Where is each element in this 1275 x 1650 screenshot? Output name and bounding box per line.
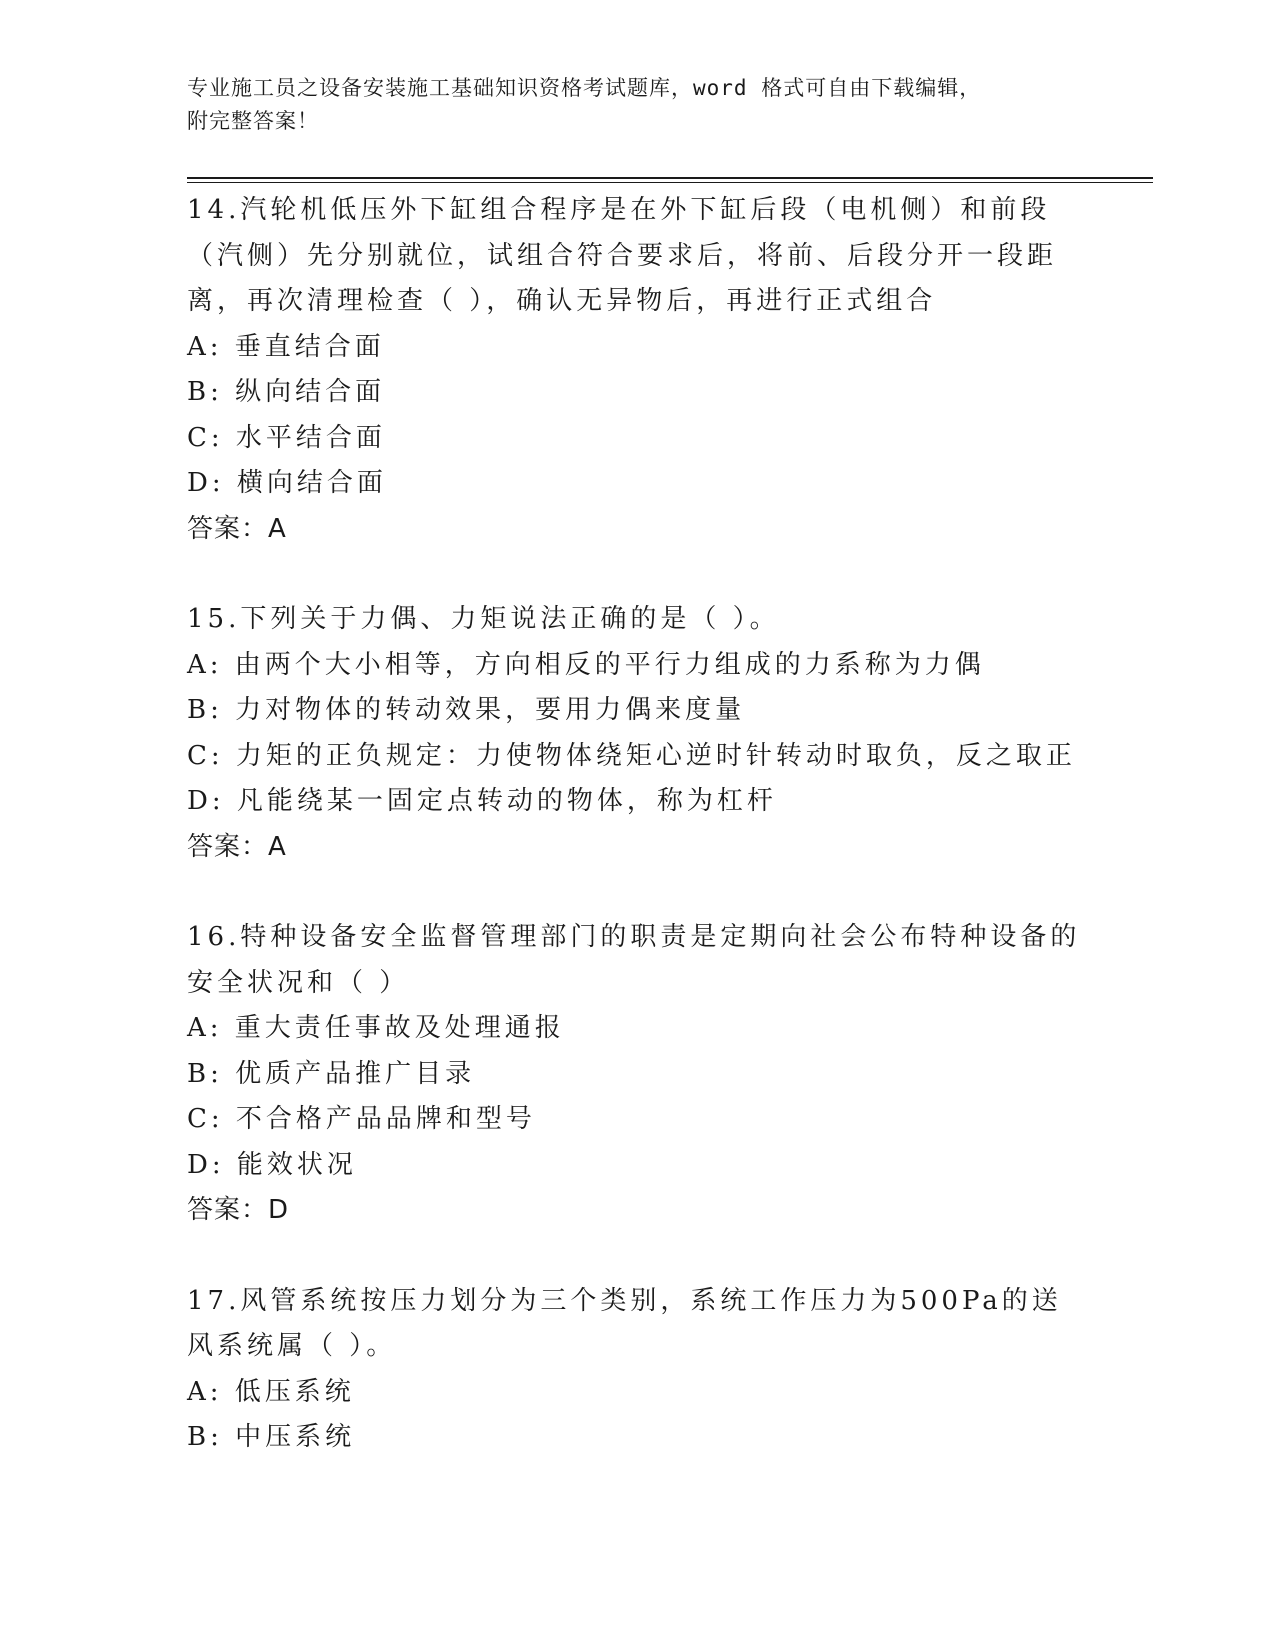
option-b: B: 中压系统 [187,1422,356,1452]
question-stem: 14.汽轮机低压外下缸组合程序是在外下缸后段（电机侧）和前段（汽侧）先分别就位，试组合符合要求后，将前、后段分开一段距离，再次清理检查（ ），确认无异物后，再进行正式组合 [187,195,1058,316]
option-c: C: 水平结合面 [187,422,386,453]
option-b: B: 优质产品推广目录 [187,1058,476,1089]
question-list [187,188,1087,1461]
question-16 [187,915,1087,1234]
header-line-2: 附完整答案！ [187,109,319,133]
option-d: D: 横向结合面 [187,468,387,498]
answer-line: 答案：A [187,831,287,862]
answer-line: 答案：A [187,513,287,544]
option-a: A: 低压系统 [187,1376,355,1407]
option-a: A: 垂直结合面 [187,331,385,362]
answer-line: 答案：D [187,1195,290,1225]
option-b: B: 力对物体的转动效果，要用力偶来度量 [187,695,746,725]
question-stem: 15.下列关于力偶、力矩说法正确的是（ ）。 [187,604,780,634]
option-d: D: 能效状况 [187,1149,357,1180]
header-divider-thin [187,182,1153,183]
option-a: A: 由两个大小相等，方向相反的平行力组成的力系称为力偶 [187,649,985,680]
question-14 [187,188,1087,552]
question-15 [187,597,1087,870]
option-c: C: 力矩的正负规定：力使物体绕矩心逆时针转动时取负，反之取正 [187,740,1076,771]
option-d: D: 凡能绕某一固定点转动的物体，称为杠杆 [187,786,777,816]
question-stem: 16.特种设备安全监督管理部门的职责是定期向社会公布特种设备的安全状况和（ ） [187,922,1081,998]
document-header [187,72,1087,138]
header-line-1: 专业施工员之设备安装施工基础知识资格考试题库，word 格式可自由下载编辑， [187,76,982,100]
question-17 [187,1279,1087,1461]
option-c: C: 不合格产品品牌和型号 [187,1104,536,1134]
option-a: A: 重大责任事故及处理通报 [187,1013,565,1043]
header-divider-thick [187,177,1153,179]
option-b: B: 纵向结合面 [187,377,386,407]
question-stem: 17.风管系统按压力划分为三个类别，系统工作压力为500Pa的送风系统属（ ）。 [187,1285,1062,1361]
